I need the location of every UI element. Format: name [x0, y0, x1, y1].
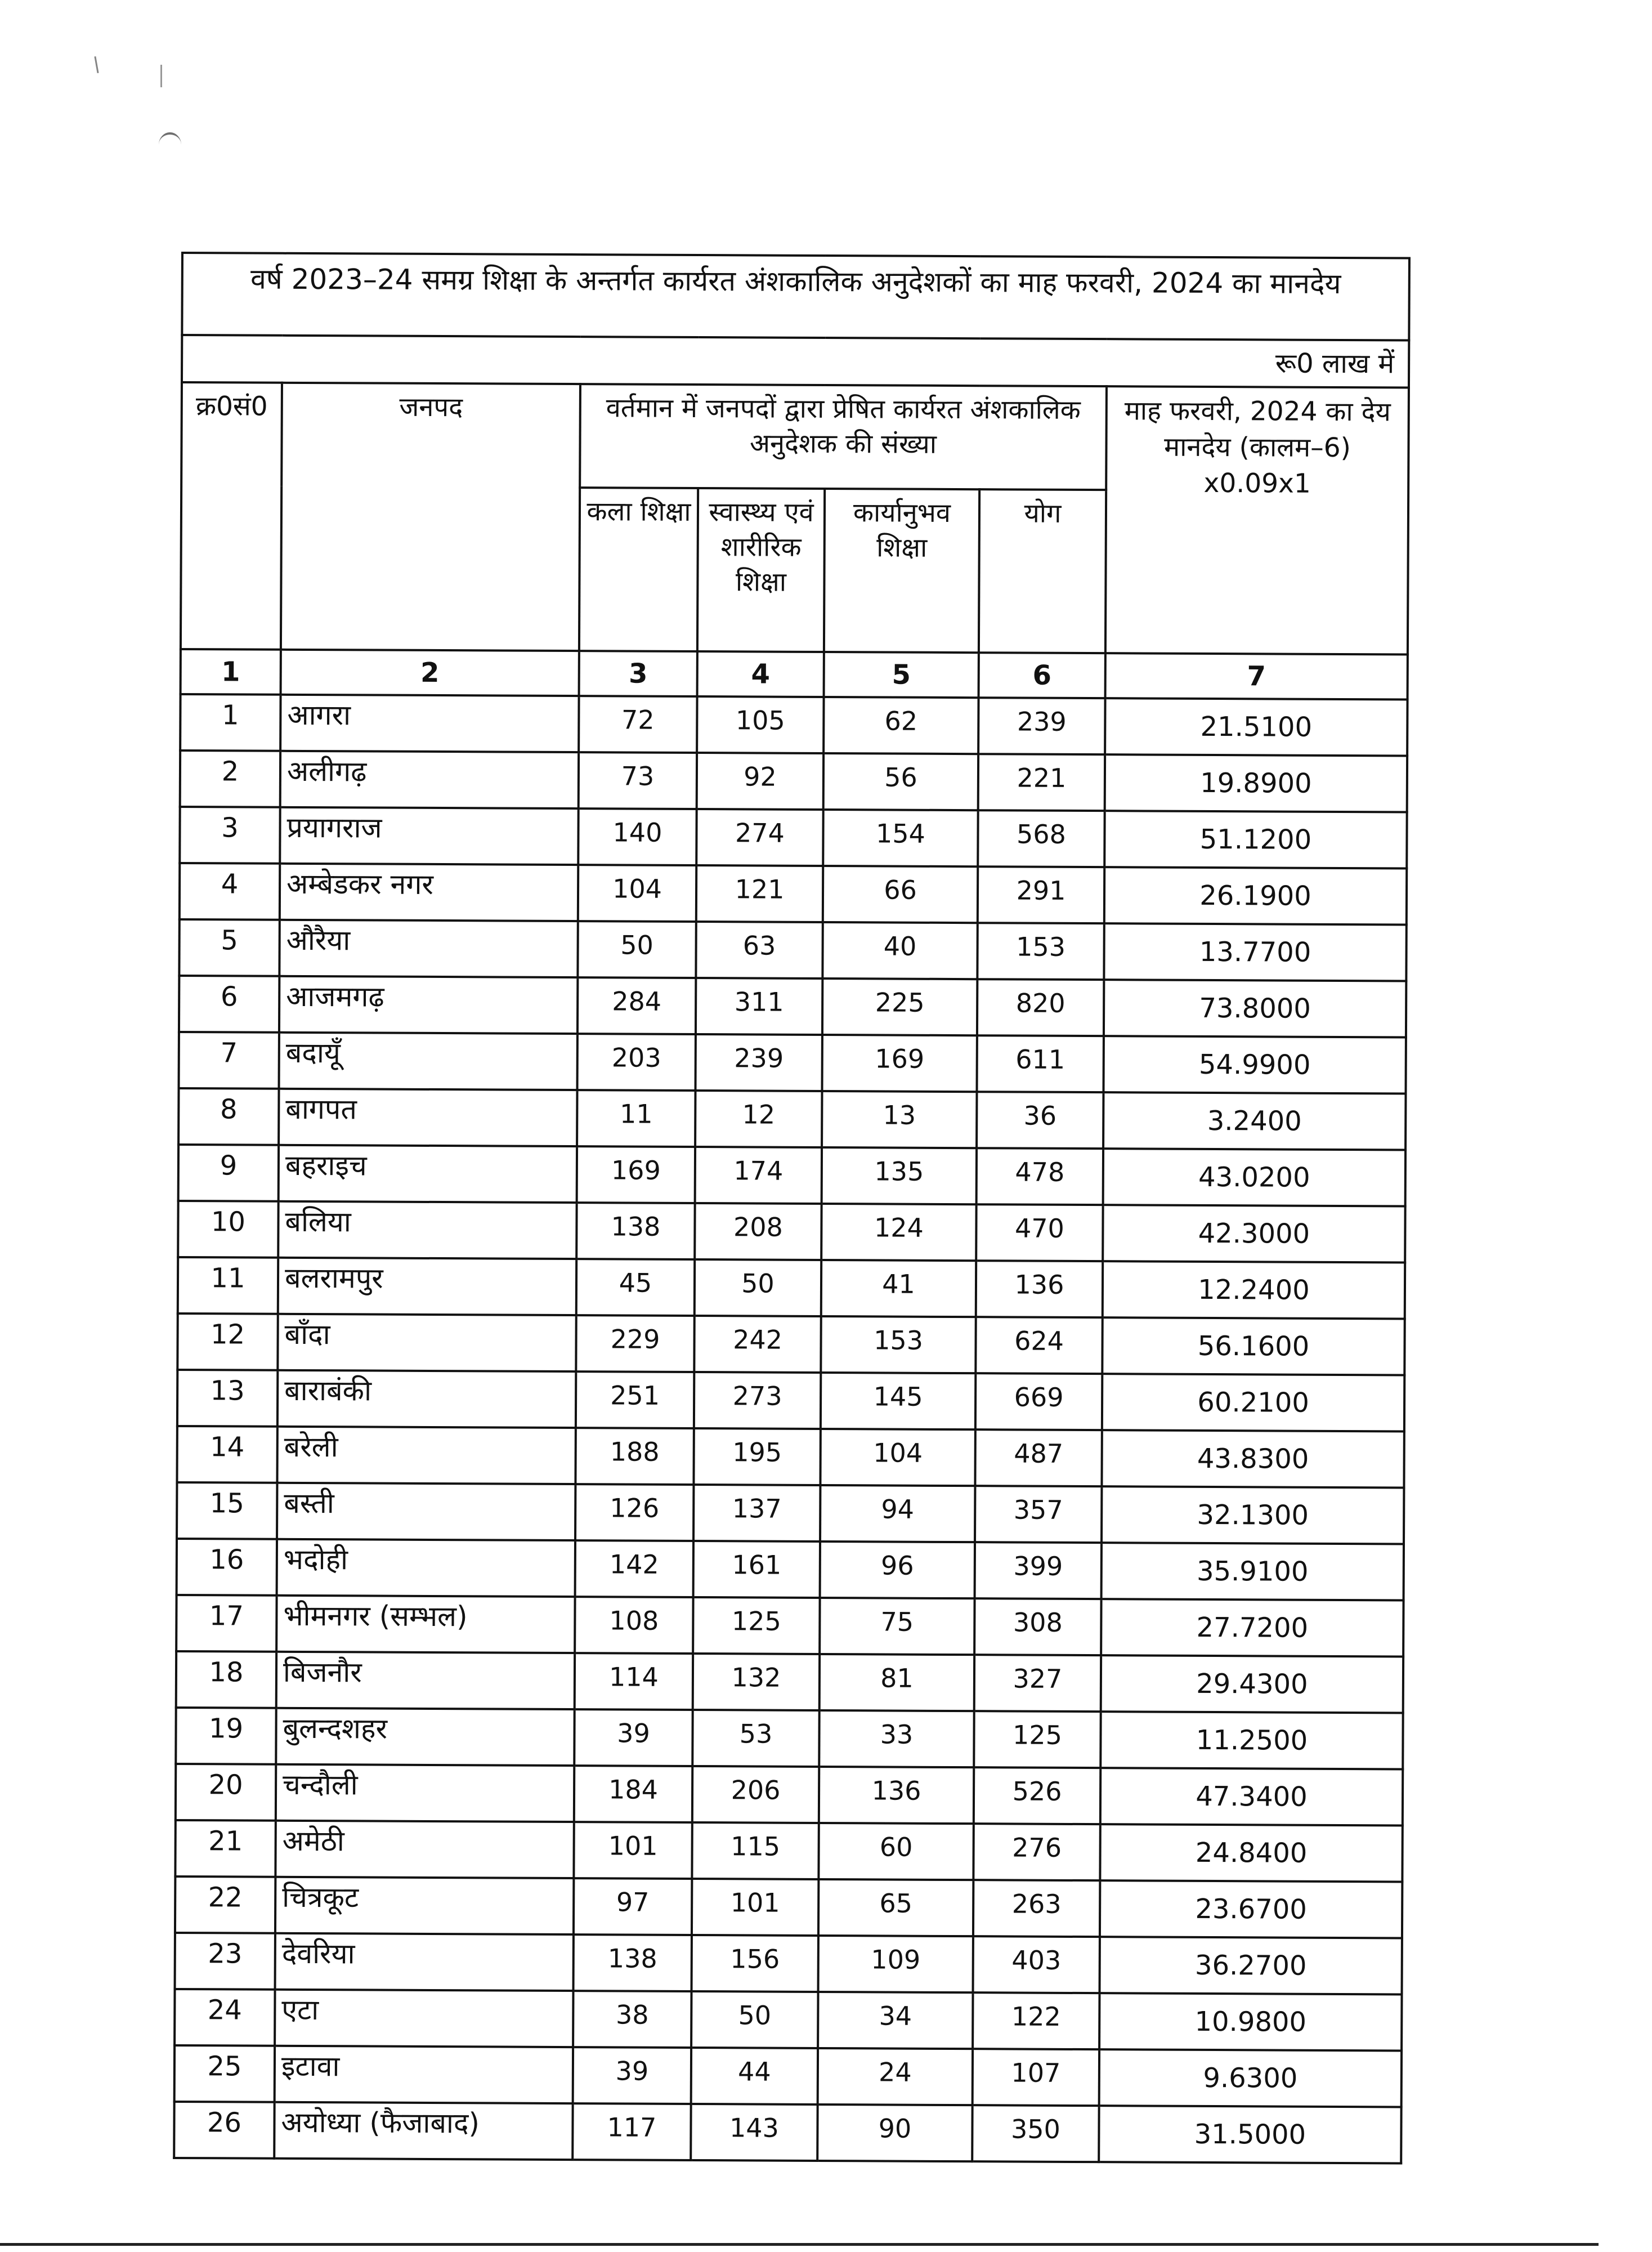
serial-number-cell: 22: [175, 1876, 275, 1933]
district-name-cell: बलरामपुर: [278, 1258, 576, 1315]
column-number: 2: [281, 650, 579, 696]
district-name-cell: इटावा: [275, 2046, 573, 2103]
honorarium-amount-cell: 11.2500: [1100, 1712, 1403, 1769]
district-name-cell: चित्रकूट: [275, 1877, 574, 1934]
table-row: [177, 1539, 1404, 1601]
work-experience-count-cell: 153: [821, 1316, 975, 1373]
art-education-count-cell: 39: [573, 2047, 691, 2104]
district-name-cell: प्रयागराज: [280, 807, 578, 865]
honorarium-amount-cell: 42.3000: [1103, 1205, 1405, 1262]
work-experience-count-cell: 34: [818, 1992, 973, 2049]
district-name-cell: बाराबंकी: [277, 1370, 576, 1428]
serial-number-cell: 21: [175, 1820, 275, 1877]
serial-number-cell: 10: [178, 1201, 278, 1258]
health-education-count-cell: 274: [696, 809, 823, 866]
district-name-cell: भीमनगर (सम्भल): [276, 1596, 575, 1653]
art-education-count-cell: 104: [578, 865, 696, 922]
column-number: 7: [1105, 653, 1408, 699]
district-name-cell: बागपत: [279, 1089, 577, 1146]
honorarium-amount-cell: 73.8000: [1104, 980, 1406, 1037]
health-education-count-cell: 101: [692, 1879, 818, 1936]
art-education-count-cell: 72: [579, 696, 697, 753]
honorarium-amount-cell: 9.6300: [1099, 2049, 1402, 2107]
art-education-count-cell: 126: [575, 1484, 693, 1541]
district-name-cell: बस्ती: [277, 1483, 575, 1540]
header-total: योग: [979, 489, 1106, 653]
total-count-cell: 327: [974, 1655, 1101, 1712]
district-name-cell: आगरा: [280, 695, 579, 752]
honorarium-amount-cell: 56.1600: [1102, 1317, 1404, 1375]
table-row: [179, 1032, 1406, 1094]
health-education-count-cell: 239: [696, 1034, 822, 1091]
column-number: 4: [697, 651, 824, 697]
total-count-cell: 153: [977, 923, 1104, 980]
scan-mark: [159, 132, 181, 157]
serial-number-cell: 1: [180, 694, 280, 751]
health-education-count-cell: 137: [693, 1485, 820, 1541]
table-row: [180, 694, 1407, 756]
header-district: जनपद: [281, 383, 580, 651]
health-education-count-cell: 121: [696, 865, 823, 922]
honorarium-amount-cell: 29.4300: [1101, 1655, 1403, 1713]
work-experience-count-cell: 65: [818, 1879, 973, 1936]
header-serial: क्र0सं0: [181, 382, 282, 650]
district-name-cell: औरैया: [279, 920, 577, 977]
art-education-count-cell: 251: [576, 1371, 694, 1428]
health-education-count-cell: 206: [692, 1766, 819, 1823]
honorarium-amount-cell: 35.9100: [1102, 1543, 1404, 1600]
scan-speck: [160, 65, 162, 87]
district-name-cell: बाँदा: [277, 1314, 576, 1371]
district-name-cell: अम्बेडकर नगर: [280, 864, 578, 921]
header-row-1: [181, 382, 1409, 491]
health-education-count-cell: 242: [694, 1316, 821, 1373]
header-art-education: कला शिक्षा: [579, 488, 698, 651]
serial-number-cell: 6: [179, 976, 279, 1033]
district-name-cell: बिजनौर: [276, 1652, 575, 1709]
serial-number-cell: 5: [179, 919, 279, 976]
page-bottom-rule: [0, 2243, 1599, 2246]
work-experience-count-cell: 40: [822, 922, 977, 979]
serial-number-cell: 17: [176, 1595, 276, 1652]
honorarium-amount-cell: 51.1200: [1104, 811, 1407, 868]
health-education-count-cell: 115: [692, 1822, 818, 1879]
honorarium-table: [173, 252, 1411, 2164]
total-count-cell: 263: [973, 1880, 1100, 1937]
total-count-cell: 107: [973, 2049, 1099, 2106]
table-row: [175, 1820, 1402, 1882]
district-name-cell: बलिया: [278, 1201, 576, 1259]
work-experience-count-cell: 66: [823, 866, 978, 923]
health-education-count-cell: 50: [691, 1991, 818, 2048]
table-row: [179, 976, 1406, 1038]
table-row: [178, 1257, 1405, 1319]
table-row: [180, 863, 1407, 925]
serial-number-cell: 19: [176, 1708, 276, 1764]
column-number-row: [181, 649, 1408, 700]
honorarium-amount-cell: 13.7700: [1104, 923, 1406, 981]
honorarium-amount-cell: 12.2400: [1103, 1261, 1405, 1319]
health-education-count-cell: 195: [693, 1428, 820, 1485]
table-row: [176, 1708, 1403, 1770]
art-education-count-cell: 169: [577, 1146, 695, 1203]
header-honorarium: माह फरवरी, 2024 का देय मानदेय (कालम–6) x0.09x1: [1105, 386, 1409, 654]
district-name-cell: अमेठी: [275, 1821, 574, 1878]
serial-number-cell: 7: [179, 1032, 279, 1089]
serial-number-cell: 26: [174, 2102, 274, 2159]
health-education-count-cell: 105: [697, 696, 823, 753]
health-education-count-cell: 125: [693, 1597, 820, 1654]
serial-number-cell: 11: [178, 1257, 278, 1314]
work-experience-count-cell: 90: [817, 2104, 972, 2161]
serial-number-cell: 16: [177, 1539, 277, 1596]
table-row: [176, 1651, 1403, 1713]
total-count-cell: 568: [978, 810, 1104, 867]
total-count-cell: 487: [975, 1429, 1102, 1486]
serial-number-cell: 15: [177, 1482, 277, 1539]
serial-number-cell: 18: [176, 1651, 276, 1708]
work-experience-count-cell: 81: [820, 1654, 974, 1711]
total-count-cell: 221: [978, 754, 1105, 811]
serial-number-cell: 4: [180, 863, 280, 920]
art-education-count-cell: 114: [575, 1653, 693, 1710]
health-education-count-cell: 311: [696, 978, 822, 1035]
table-row: [179, 919, 1406, 981]
health-education-count-cell: 12: [695, 1091, 822, 1147]
total-count-cell: 470: [976, 1204, 1103, 1261]
total-count-cell: 276: [973, 1824, 1100, 1880]
honorarium-amount-cell: 19.8900: [1105, 754, 1407, 812]
total-count-cell: 820: [977, 979, 1104, 1036]
art-education-count-cell: 11: [577, 1090, 695, 1147]
art-education-count-cell: 50: [577, 921, 696, 978]
art-education-count-cell: 188: [575, 1428, 693, 1485]
district-name-cell: भदोही: [277, 1539, 575, 1597]
honorarium-amount-cell: 21.5100: [1105, 698, 1407, 756]
art-education-count-cell: 142: [575, 1540, 693, 1597]
table-row: [177, 1313, 1404, 1375]
district-name-cell: देवरिया: [275, 1933, 574, 1991]
honorarium-amount-cell: 27.7200: [1101, 1599, 1403, 1656]
table-row: [174, 2045, 1402, 2107]
honorarium-amount-cell: 43.0200: [1103, 1149, 1405, 1206]
work-experience-count-cell: 136: [819, 1767, 974, 1824]
table-row: [176, 1764, 1403, 1826]
art-education-count-cell: 101: [574, 1822, 692, 1879]
health-education-count-cell: 156: [692, 1935, 818, 1992]
district-name-cell: आजमगढ़: [279, 976, 577, 1034]
work-experience-count-cell: 154: [823, 810, 978, 866]
serial-number-cell: 20: [176, 1764, 276, 1821]
total-count-cell: 403: [973, 1936, 1100, 1993]
column-number: 1: [181, 649, 281, 695]
health-education-count-cell: 92: [697, 753, 823, 810]
district-name-cell: चन्दौली: [276, 1764, 574, 1822]
header-instructor-count-group: वर्तमान में जनपदों द्वारा प्रेषित कार्यरत अंशकालिक अनुदेशक की संख्या: [580, 384, 1107, 490]
work-experience-count-cell: 41: [821, 1260, 976, 1317]
district-name-cell: एटा: [275, 1990, 573, 2047]
serial-number-cell: 12: [177, 1313, 277, 1370]
honorarium-amount-cell: 47.3400: [1100, 1768, 1403, 1825]
total-count-cell: 125: [974, 1711, 1100, 1768]
work-experience-count-cell: 75: [820, 1598, 974, 1655]
unit-note: रू0 लाख में: [182, 335, 1409, 388]
art-education-count-cell: 203: [577, 1034, 696, 1091]
art-education-count-cell: 73: [579, 752, 697, 809]
work-experience-count-cell: 13: [822, 1091, 977, 1148]
health-education-count-cell: 143: [691, 2104, 817, 2161]
work-experience-count-cell: 96: [820, 1541, 975, 1598]
serial-number-cell: 2: [180, 750, 280, 807]
total-count-cell: 624: [975, 1317, 1102, 1374]
total-count-cell: 122: [973, 1992, 1099, 2049]
table-row: [177, 1370, 1404, 1432]
total-count-cell: 526: [974, 1767, 1100, 1824]
total-count-cell: 36: [977, 1092, 1103, 1149]
health-education-count-cell: 53: [692, 1710, 819, 1767]
table-row: [180, 807, 1407, 869]
health-education-count-cell: 273: [694, 1372, 821, 1429]
total-count-cell: 136: [976, 1261, 1103, 1317]
district-name-cell: बुलन्दशहर: [276, 1708, 574, 1766]
honorarium-amount-cell: 32.1300: [1102, 1486, 1404, 1544]
honorarium-amount-cell: 60.2100: [1102, 1374, 1404, 1431]
total-count-cell: 478: [977, 1148, 1103, 1205]
health-education-count-cell: 132: [693, 1654, 820, 1710]
column-number: 5: [824, 652, 979, 698]
work-experience-count-cell: 94: [820, 1485, 975, 1542]
health-education-count-cell: 63: [696, 922, 822, 978]
art-education-count-cell: 140: [578, 808, 696, 865]
art-education-count-cell: 138: [574, 1934, 692, 1991]
total-count-cell: 350: [972, 2105, 1099, 2162]
serial-number-cell: 25: [174, 2045, 275, 2102]
art-education-count-cell: 229: [576, 1315, 694, 1372]
total-count-cell: 291: [978, 866, 1104, 923]
table-row: [178, 1145, 1405, 1207]
health-education-count-cell: 161: [693, 1541, 820, 1598]
table-row: [175, 1876, 1402, 1938]
art-education-count-cell: 38: [573, 1991, 691, 2048]
table-row: [174, 2102, 1401, 2164]
serial-number-cell: 8: [178, 1088, 279, 1145]
district-name-cell: अयोध्या (फैजाबाद): [274, 2102, 572, 2160]
work-experience-count-cell: 33: [819, 1710, 974, 1767]
total-count-cell: 669: [975, 1373, 1102, 1430]
column-number: 3: [579, 651, 697, 696]
honorarium-amount-cell: 24.8400: [1100, 1824, 1402, 1882]
health-education-count-cell: 174: [695, 1147, 822, 1204]
table-row: [178, 1088, 1405, 1150]
total-count-cell: 399: [975, 1542, 1102, 1599]
work-experience-count-cell: 169: [822, 1035, 977, 1092]
serial-number-cell: 13: [177, 1370, 277, 1427]
district-name-cell: बदायूँ: [279, 1033, 577, 1090]
honorarium-amount-cell: 10.9800: [1099, 1993, 1402, 2050]
health-education-count-cell: 208: [695, 1203, 821, 1260]
serial-number-cell: 9: [178, 1145, 279, 1201]
district-name-cell: बरेली: [277, 1427, 575, 1484]
table-row: [178, 1201, 1405, 1263]
health-education-count-cell: 44: [691, 2048, 818, 2104]
table-row: [180, 750, 1407, 812]
art-education-count-cell: 97: [574, 1878, 692, 1935]
honorarium-amount-cell: 43.8300: [1102, 1430, 1404, 1487]
honorarium-amount-cell: 23.6700: [1100, 1880, 1402, 1938]
work-experience-count-cell: 225: [822, 978, 977, 1035]
header-work-experience-education: कार्यानुभव शिक्षा: [824, 489, 979, 653]
health-education-count-cell: 50: [695, 1259, 821, 1316]
serial-number-cell: 3: [180, 807, 280, 864]
work-experience-count-cell: 62: [823, 697, 978, 754]
total-count-cell: 308: [974, 1598, 1101, 1655]
work-experience-count-cell: 109: [818, 1936, 973, 1992]
work-experience-count-cell: 124: [821, 1204, 976, 1261]
art-education-count-cell: 108: [575, 1597, 693, 1654]
art-education-count-cell: 39: [574, 1709, 692, 1766]
work-experience-count-cell: 24: [818, 2048, 973, 2105]
table-row: [174, 1989, 1402, 2051]
serial-number-cell: 14: [177, 1426, 277, 1483]
title-row: [182, 253, 1409, 341]
art-education-count-cell: 284: [577, 977, 696, 1034]
work-experience-count-cell: 145: [821, 1373, 975, 1429]
work-experience-count-cell: 104: [820, 1429, 975, 1486]
honorarium-amount-cell: 36.2700: [1100, 1937, 1402, 1994]
table-row: [177, 1482, 1404, 1544]
honorarium-amount-cell: 54.9900: [1104, 1036, 1406, 1093]
honorarium-amount-cell: 31.5000: [1099, 2106, 1401, 2163]
serial-number-cell: 23: [175, 1933, 275, 1990]
column-number: 6: [979, 653, 1105, 698]
district-name-cell: बहराइच: [279, 1145, 577, 1203]
art-education-count-cell: 184: [574, 1766, 692, 1822]
table-row: [176, 1595, 1403, 1657]
honorarium-amount-cell: 26.1900: [1104, 867, 1407, 924]
table-row: [177, 1426, 1404, 1488]
unit-row: [182, 335, 1409, 388]
art-education-count-cell: 138: [576, 1203, 695, 1259]
table-row: [175, 1933, 1402, 1995]
total-count-cell: 239: [978, 698, 1105, 754]
work-experience-count-cell: 135: [822, 1147, 977, 1204]
serial-number-cell: 24: [174, 1989, 275, 2046]
art-education-count-cell: 45: [576, 1259, 695, 1316]
header-health-physical-education: स्वास्थ्य एवं शारीरिक शिक्षा: [697, 488, 825, 652]
scan-speck: [94, 56, 99, 73]
work-experience-count-cell: 56: [823, 753, 978, 810]
total-count-cell: 357: [975, 1486, 1102, 1543]
honorarium-amount-cell: 3.2400: [1103, 1092, 1405, 1150]
art-education-count-cell: 117: [572, 2103, 691, 2160]
total-count-cell: 611: [977, 1035, 1104, 1092]
district-name-cell: अलीगढ़: [280, 751, 579, 808]
document-title: वर्ष 2023–24 समग्र शिक्षा के अन्तर्गत कार्यरत अंशकालिक अनुदेशकों का माह फरवरी, 2024 का मानदेय: [182, 253, 1409, 341]
work-experience-count-cell: 60: [818, 1823, 973, 1880]
